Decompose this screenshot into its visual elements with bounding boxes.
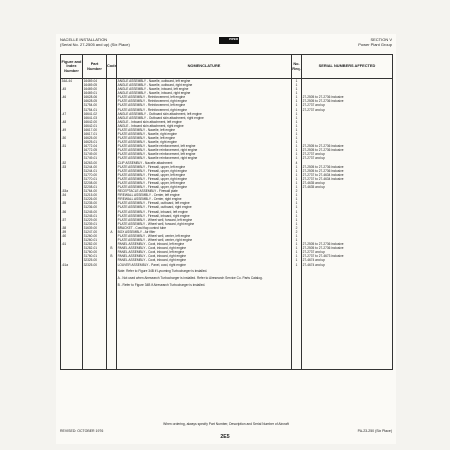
part-number-cell: 16469-04 bbox=[83, 79, 107, 84]
nomenclature-cell: PLATE ASSEMBLY - Nacelle reinforcement, right engine bbox=[117, 156, 292, 160]
nomenclature-cell: PLATE ASSEMBLY - Nacelle reinforcement, right engine bbox=[117, 148, 292, 152]
quantity-cell: 1 bbox=[292, 99, 302, 103]
quantity-cell: 1 bbox=[292, 83, 302, 87]
part-number-cell: 16772-05 bbox=[83, 148, 107, 152]
part-number-cell: 31770-01 bbox=[83, 177, 107, 181]
part-number-cell: 16641-03 bbox=[83, 116, 107, 120]
serial-cell: 27-4674 and up bbox=[302, 258, 393, 262]
part-number-cell: 31245-00 bbox=[83, 210, 107, 214]
part-number-cell: 31229-00 bbox=[83, 218, 107, 222]
nomenclature-cell: PANEL ASSEMBLY - Cowl, inboard, left engine bbox=[117, 250, 292, 254]
nomenclature-cell: ANGLE - Inboard skin attachment, right engine bbox=[117, 124, 292, 128]
part-number-cell: 16641-02 bbox=[83, 112, 107, 116]
note-text: Note: Refer to Figure 34B if Lycoming Turbocharger is installed. bbox=[117, 268, 208, 273]
part-number-cell: 31764-00 bbox=[83, 189, 107, 193]
nomenclature-cell: BRACKET - Cowl flap control tube bbox=[117, 226, 292, 230]
quantity-cell: 1 bbox=[292, 120, 302, 124]
quantity-cell: 1 bbox=[292, 87, 302, 91]
nomenclature-cell: PANEL ASSEMBLY - Cowl, inboard, right engine bbox=[117, 258, 292, 262]
serial-cell: 27-2505 to 27-2736 inclusive bbox=[302, 144, 393, 148]
nomenclature-cell: PLATE ASSEMBLY - Reinforcement, left engine bbox=[117, 103, 292, 107]
parts-table bbox=[60, 54, 393, 370]
serial-cell: 27-4635 and up bbox=[302, 181, 393, 185]
serial-cell: 27-2505 to 27-2736 inclusive bbox=[302, 165, 393, 169]
part-number-cell: 31282-00 bbox=[83, 242, 107, 246]
part-number-cell: 31760-00 bbox=[83, 250, 107, 254]
part-number-cell: 31749-01 bbox=[83, 156, 107, 160]
quantity-cell: 1 bbox=[292, 205, 302, 209]
figure-cell: 34A-44 bbox=[61, 79, 83, 84]
figure-cell: -53a bbox=[61, 189, 83, 193]
part-number-cell: 16625-01 bbox=[83, 140, 107, 144]
part-number-cell: 31226-00 bbox=[83, 197, 107, 201]
part-number-cell: 31639-00 bbox=[83, 226, 107, 230]
notes-cell bbox=[117, 267, 292, 370]
nomenclature-cell: PLATE ASSEMBLY - Nacelle, left engine bbox=[117, 128, 292, 132]
serial-cell: 27-2505 to 27-2736 inclusive bbox=[302, 148, 393, 152]
serial-cell: 27-2737 and up bbox=[302, 250, 393, 254]
header-section: SECTION V bbox=[370, 37, 392, 42]
part-number-cell: 16469-00 bbox=[83, 87, 107, 91]
nomenclature-cell: PLATE ASSEMBLY - Firewall, upper, left engine bbox=[117, 165, 292, 169]
quantity-cell: 1 bbox=[292, 112, 302, 116]
part-number-cell: 31260-01 bbox=[83, 238, 107, 242]
serial-cell: 27-2505 to 27-2736 inclusive bbox=[302, 95, 393, 99]
code-cell: B bbox=[107, 254, 117, 258]
nomenclature-cell: PLATE ASSEMBLY - Reinforcement, left engine bbox=[117, 95, 292, 99]
serial-cell: 27-2505 to 27-2736 inclusive bbox=[302, 99, 393, 103]
part-number-cell: 32325-00 bbox=[83, 263, 107, 267]
serial-cell: 27-2505 to 27-2736 inclusive bbox=[302, 242, 393, 246]
nomenclature-cell: LOUVER ASSEMBLY - Panel, cowl, right engine bbox=[117, 263, 292, 267]
serial-cell: 27-4635 and up bbox=[302, 185, 393, 189]
header-title: NACELLE INSTALLATION bbox=[60, 37, 108, 42]
part-number-cell: 31245-01 bbox=[83, 214, 107, 218]
part-number-cell: 31770-00 bbox=[83, 173, 107, 177]
quantity-cell: 1 bbox=[292, 185, 302, 189]
quantity-cell: 1 bbox=[292, 242, 302, 246]
quantity-cell: 2 bbox=[292, 230, 302, 234]
figure-cell: -50 bbox=[61, 136, 83, 140]
revised-date: REVISED: OCTOBER 1976 bbox=[60, 429, 104, 433]
nomenclature-cell: ANGLE ASSEMBLY - Outboard skin attachment, left engine bbox=[117, 112, 292, 116]
quantity-cell: 1 bbox=[292, 222, 302, 226]
note-text: A - Not used when Airesearch Turbocharger is installed. Refer to Airesearch Service Co. Parts Catalog. bbox=[117, 275, 263, 280]
nomenclature-cell: PLATE ASSEMBLY - Firewall, inboard, left engine bbox=[117, 210, 292, 214]
quantity-cell: 1 bbox=[292, 132, 302, 136]
serial-cell: 27-2505 to 27-2736 inclusive bbox=[302, 246, 393, 250]
part-number-cell: 16628-05 bbox=[83, 99, 107, 103]
quantity-cell: 1 bbox=[292, 152, 302, 156]
nomenclature-cell: PLATE ASSEMBLY - Firewall, inboard, right engine bbox=[117, 214, 292, 218]
quantity-cell: 1 bbox=[292, 144, 302, 148]
nomenclature-cell: PLATE ASSEMBLY - Wheel well, forward, right engine bbox=[117, 222, 292, 226]
figure-cell: -57 bbox=[61, 218, 83, 222]
figure-cell: -51 bbox=[61, 144, 83, 148]
figure-cell: -56 bbox=[61, 210, 83, 214]
part-number-cell: 32208-00 bbox=[83, 181, 107, 185]
quantity-cell: 1 bbox=[292, 165, 302, 169]
nomenclature-cell: ANGLE ASSEMBLY - Nacelle, outboard, right engine bbox=[117, 83, 292, 87]
serial-cell: 27-2505 to 27-2736 inclusive bbox=[302, 169, 393, 173]
quantity-cell: 1 bbox=[292, 136, 302, 140]
quantity-cell: 1 bbox=[292, 254, 302, 258]
figure-cell: -48 bbox=[61, 120, 83, 124]
nomenclature-cell: PLATE ASSEMBLY - Nacelle reinforcement, left engine bbox=[117, 144, 292, 148]
notes-row bbox=[61, 267, 393, 370]
quantity-cell: 1 bbox=[292, 128, 302, 132]
serial-cell: 27-2737 and up bbox=[302, 152, 393, 156]
figure-cell: -58 bbox=[61, 226, 83, 230]
quantity-cell: 1 bbox=[292, 214, 302, 218]
part-number-cell: 31244-01 bbox=[83, 169, 107, 173]
quantity-cell: 2 bbox=[292, 189, 302, 193]
col-nomenclature: NOMENCLATURE bbox=[117, 55, 292, 79]
part-number-cell: 16469-01 bbox=[83, 91, 107, 95]
quantity-cell: 1 bbox=[292, 177, 302, 181]
quantity-cell: 1 bbox=[292, 193, 302, 197]
figure-cell: -59 bbox=[61, 230, 83, 234]
quantity-cell: 1 bbox=[292, 250, 302, 254]
part-number-cell: 31754-01 bbox=[83, 108, 107, 112]
figure-cell: -52 bbox=[61, 161, 83, 165]
nomenclature-cell: PLATE ASSEMBLY - Reinforcement, right engine bbox=[117, 108, 292, 112]
col-part: Part Number bbox=[83, 55, 107, 79]
quantity-cell: 1 bbox=[292, 140, 302, 144]
quantity-cell: 1 bbox=[292, 156, 302, 160]
part-number-cell: 16628-06 bbox=[83, 95, 107, 99]
quantity-cell: 1 bbox=[292, 103, 302, 107]
nomenclature-cell: PLATE ASSEMBLY - Wheel well, center, left engine bbox=[117, 234, 292, 238]
piper-logo: PIPER bbox=[219, 37, 239, 44]
nomenclature-cell: PLATE ASSEMBLY - Wheel well, forward, left engine bbox=[117, 218, 292, 222]
nomenclature-cell: PLATE ASSEMBLY - Nacelle, left engine bbox=[117, 136, 292, 140]
nomenclature-cell: PLATE ASSEMBLY - Firewall, upper, left engine bbox=[117, 173, 292, 177]
part-number-cell: 31754-00 bbox=[83, 103, 107, 107]
figure-cell: -53 bbox=[61, 165, 83, 169]
nomenclature-cell: PLATE ASSEMBLY - Firewall, outboard, right engine bbox=[117, 205, 292, 209]
figure-cell: -60 bbox=[61, 234, 83, 238]
quantity-cell: 1 bbox=[292, 95, 302, 99]
quantity-cell: 1 bbox=[292, 108, 302, 112]
figure-cell: -46 bbox=[61, 95, 83, 99]
quantity-cell: 4 bbox=[292, 161, 302, 165]
part-number-cell: 16263-00 bbox=[83, 161, 107, 165]
nomenclature-cell: ANGLE ASSEMBLY - Nacelle, inboard, right engine bbox=[117, 91, 292, 95]
quantity-cell: 1 bbox=[292, 148, 302, 152]
col-req: No. Req. bbox=[292, 55, 302, 79]
nomenclature-cell: PLATE ASSEMBLY - Firewall, upper, right engine bbox=[117, 169, 292, 173]
col-serial: SERIAL NUMBERS AFFECTED bbox=[302, 55, 393, 79]
quantity-cell: 1 bbox=[292, 258, 302, 262]
quantity-cell: 1 bbox=[292, 218, 302, 222]
nomenclature-cell: PLATE ASSEMBLY - Reinforcement, right engine bbox=[117, 99, 292, 103]
header-group: Power Plant Group bbox=[358, 42, 392, 47]
part-number-cell: 31247-00 bbox=[83, 230, 107, 234]
part-number-cell: 32208-01 bbox=[83, 185, 107, 189]
page-header-right bbox=[330, 37, 392, 47]
part-number-cell: 31244-00 bbox=[83, 165, 107, 169]
quantity-cell: 1 bbox=[292, 181, 302, 185]
part-number-cell: 31239-01 bbox=[83, 222, 107, 226]
header-serial-note: (Serial No. 27-2505 and up) (Six Place) bbox=[60, 42, 130, 47]
col-figure: Figure and Index Number bbox=[61, 55, 83, 79]
nomenclature-cell: BOX ASSEMBLY - Air filter bbox=[117, 230, 292, 234]
quantity-cell: 1 bbox=[292, 79, 302, 84]
part-number-cell: 16617-01 bbox=[83, 132, 107, 136]
quantity-cell: 1 bbox=[292, 116, 302, 120]
manual-name: PA-23-250 (Six Place) bbox=[357, 429, 392, 433]
nomenclature-cell: PANEL ASSEMBLY - Cowl, inboard, left engine bbox=[117, 242, 292, 246]
figure-cell: -45 bbox=[61, 87, 83, 91]
quantity-cell: 1 bbox=[292, 210, 302, 214]
nomenclature-cell: PANEL ASSEMBLY - Cowl, inboard, right engine bbox=[117, 254, 292, 258]
part-number-cell: 31282-01 bbox=[83, 246, 107, 250]
part-number-cell: 16772-04 bbox=[83, 144, 107, 148]
serial-cell: 27-2737 and up bbox=[302, 103, 393, 107]
figure-cell: -49 bbox=[61, 128, 83, 132]
part-number-cell: 16642-00 bbox=[83, 120, 107, 124]
nomenclature-cell: ANGLE ASSEMBLY - Nacelle, outboard, left engine bbox=[117, 79, 292, 84]
quantity-cell: 1 bbox=[292, 197, 302, 201]
part-number-cell: 16642-01 bbox=[83, 124, 107, 128]
part-number-cell: 31235-00 bbox=[83, 201, 107, 205]
quantity-cell: 1 bbox=[292, 124, 302, 128]
nomenclature-cell: RECEPTACLE ASSEMBLY - Firewall plate bbox=[117, 189, 292, 193]
figure-cell: -54 bbox=[61, 193, 83, 197]
part-number-cell: 31215-00 bbox=[83, 193, 107, 197]
part-number-cell: 31260-00 bbox=[83, 234, 107, 238]
part-number-cell: 31236-00 bbox=[83, 205, 107, 209]
part-number-cell: 16469-05 bbox=[83, 83, 107, 87]
ordering-note: When ordering, always specify Part Number, Description and Serial Number of Aircraft bbox=[163, 422, 289, 426]
quantity-cell: 1 bbox=[292, 234, 302, 238]
figure-cell: -61a bbox=[61, 263, 83, 267]
serial-cell: 27-2737 to 27-4673 inclusive bbox=[302, 254, 393, 258]
serial-cell: 27-2737 and up bbox=[302, 108, 393, 112]
figure-cell: -55 bbox=[61, 201, 83, 205]
code-cell: B bbox=[107, 246, 117, 250]
col-code: Code bbox=[107, 55, 117, 79]
nomenclature-cell: CLIP ASSEMBLY - Nacelle attachment bbox=[117, 161, 292, 165]
figure-cell: -61 bbox=[61, 242, 83, 246]
nomenclature-cell: ANGLE - Inboard skin attachment, left engine bbox=[117, 120, 292, 124]
quantity-cell: 1 bbox=[292, 169, 302, 173]
nomenclature-cell: PLATE ASSEMBLY - Nacelle, right engine bbox=[117, 132, 292, 136]
serial-cell: 27-2737 and up bbox=[302, 156, 393, 160]
nomenclature-cell: PLATE ASSEMBLY - Nacelle reinforcement, left engine bbox=[117, 152, 292, 156]
quantity-cell: 1 bbox=[292, 173, 302, 177]
part-number-cell: 16617-00 bbox=[83, 128, 107, 132]
serial-cell: 27-2737 to 27-4634 inclusive bbox=[302, 173, 393, 177]
nomenclature-cell: ANGLE ASSEMBLY - Outboard skin attachment, right engine bbox=[117, 116, 292, 120]
nomenclature-cell: ANGLE ASSEMBLY - Nacelle, inboard, left engine bbox=[117, 87, 292, 91]
nomenclature-cell: PLATE ASSEMBLY - Firewall, upper, left engine bbox=[117, 181, 292, 185]
figure-cell: -47 bbox=[61, 112, 83, 116]
note-text: B - Refer to Figure 34B if Airesearch Turbocharger is installed. bbox=[117, 282, 206, 287]
serial-cell: 27-4674 and up bbox=[302, 263, 393, 267]
quantity-cell: 1 bbox=[292, 201, 302, 205]
nomenclature-cell: FIREWALL ASSEMBLY - Center, right engine bbox=[117, 197, 292, 201]
part-number-cell: 16625-00 bbox=[83, 136, 107, 140]
quantity-cell: 1 bbox=[292, 238, 302, 242]
page-number: 2E5 bbox=[220, 434, 230, 440]
nomenclature-cell: PLATE ASSEMBLY - Firewall, upper, right engine bbox=[117, 185, 292, 189]
part-number-cell: 32325-00 bbox=[83, 258, 107, 262]
nomenclature-cell: PLATE ASSEMBLY - Firewall, upper, right engine bbox=[117, 177, 292, 181]
code-cell: A bbox=[107, 230, 117, 234]
nomenclature-cell: PLATE ASSEMBLY - Nacelle, right engine bbox=[117, 140, 292, 144]
part-number-cell: 31749-00 bbox=[83, 152, 107, 156]
page-header-left bbox=[60, 37, 130, 47]
quantity-cell: 1 bbox=[292, 91, 302, 95]
quantity-cell: 2 bbox=[292, 226, 302, 230]
serial-cell: 27-2737 to 27-4634 inclusive bbox=[302, 177, 393, 181]
nomenclature-cell: FIREWALL ASSEMBLY - Center, left engine bbox=[117, 193, 292, 197]
nomenclature-cell: PLATE ASSEMBLY - Wheel well, center, right engine bbox=[117, 238, 292, 242]
nomenclature-cell: PANEL ASSEMBLY - Cowl, inboard, right engine bbox=[117, 246, 292, 250]
nomenclature-cell: PLATE ASSEMBLY - Firewall, outboard, left engine bbox=[117, 201, 292, 205]
quantity-cell: 1 bbox=[292, 246, 302, 250]
table-header bbox=[61, 55, 393, 79]
quantity-cell: 1 bbox=[292, 263, 302, 267]
part-number-cell: 31760-01 bbox=[83, 254, 107, 258]
